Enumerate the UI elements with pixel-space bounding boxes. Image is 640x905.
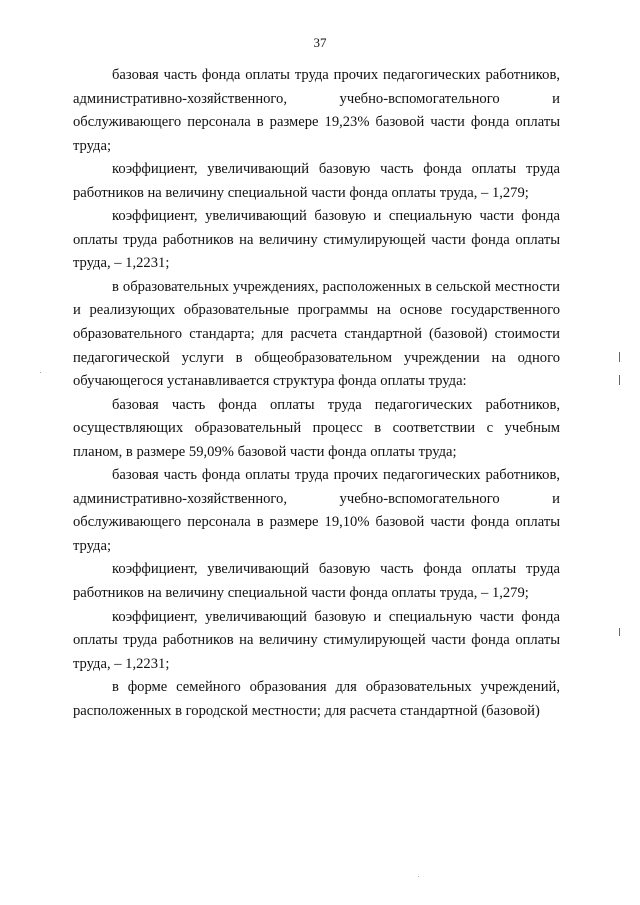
paragraph-2: коэффициент, увеличивающий базовую часть фонда оплаты труда работников на величину специальной части фонда оплаты труда, – 1,279;: [73, 161, 560, 201]
scan-margin-mark: [619, 375, 620, 385]
paragraph-5: базовая часть фонда оплаты труда педагогических работников, осуществляющих образовательный процесс в соответствии с учебным планом, в размере 59,09% базовой части фонда оплаты труда;: [73, 396, 560, 460]
scan-margin-mark: [619, 628, 620, 636]
document-body: [73, 64, 560, 723]
scan-speck: [418, 876, 419, 877]
paragraph-4: в образовательных учреждениях, расположенных в сельской местности и реализующих образовательные программы на основе государственного образовательного стандарта; для расчета стандартной (базовой) стоимости педагогической услуги в общеобразовательном учреждении на одного обучающегося устанавливается структура фонда оплаты труда:: [73, 278, 560, 390]
paragraph-7: коэффициент, увеличивающий базовую часть фонда оплаты труда работников на величину специальной части фонда оплаты труда, – 1,279;: [73, 561, 560, 602]
paragraph-6: базовая часть фонда оплаты труда прочих педагогических работников, административно-хозяйственного, учебно-вспомогательного и обслуживающего персонала в размере 19,10% базовой части фонда оплаты труда;: [73, 467, 560, 554]
paragraph-3: коэффициент, увеличивающий базовую и специальную части фонда оплаты труда работников на величину стимулирующей части фонда оплаты труда, – 1,2231;: [73, 208, 560, 272]
scan-margin-mark: [619, 352, 620, 362]
scan-speck: [40, 372, 41, 373]
paragraph-8: коэффициент, увеличивающий базовую и специальную части фонда оплаты труда работников на величину стимулирующей части фонда оплаты труда, – 1,2231;: [73, 608, 560, 672]
paragraph-9: в форме семейного образования для образовательных учреждений, расположенных в городской местности; для расчета стандартной (базовой): [73, 679, 560, 719]
paragraph-1: базовая часть фонда оплаты труда прочих педагогических работников, административно-хозяйственного, учебно-вспомогательного и обслуживающего персонала в размере 19,23% базовой части фонда оплаты труда;: [73, 67, 560, 154]
page-number: 37: [313, 35, 327, 50]
